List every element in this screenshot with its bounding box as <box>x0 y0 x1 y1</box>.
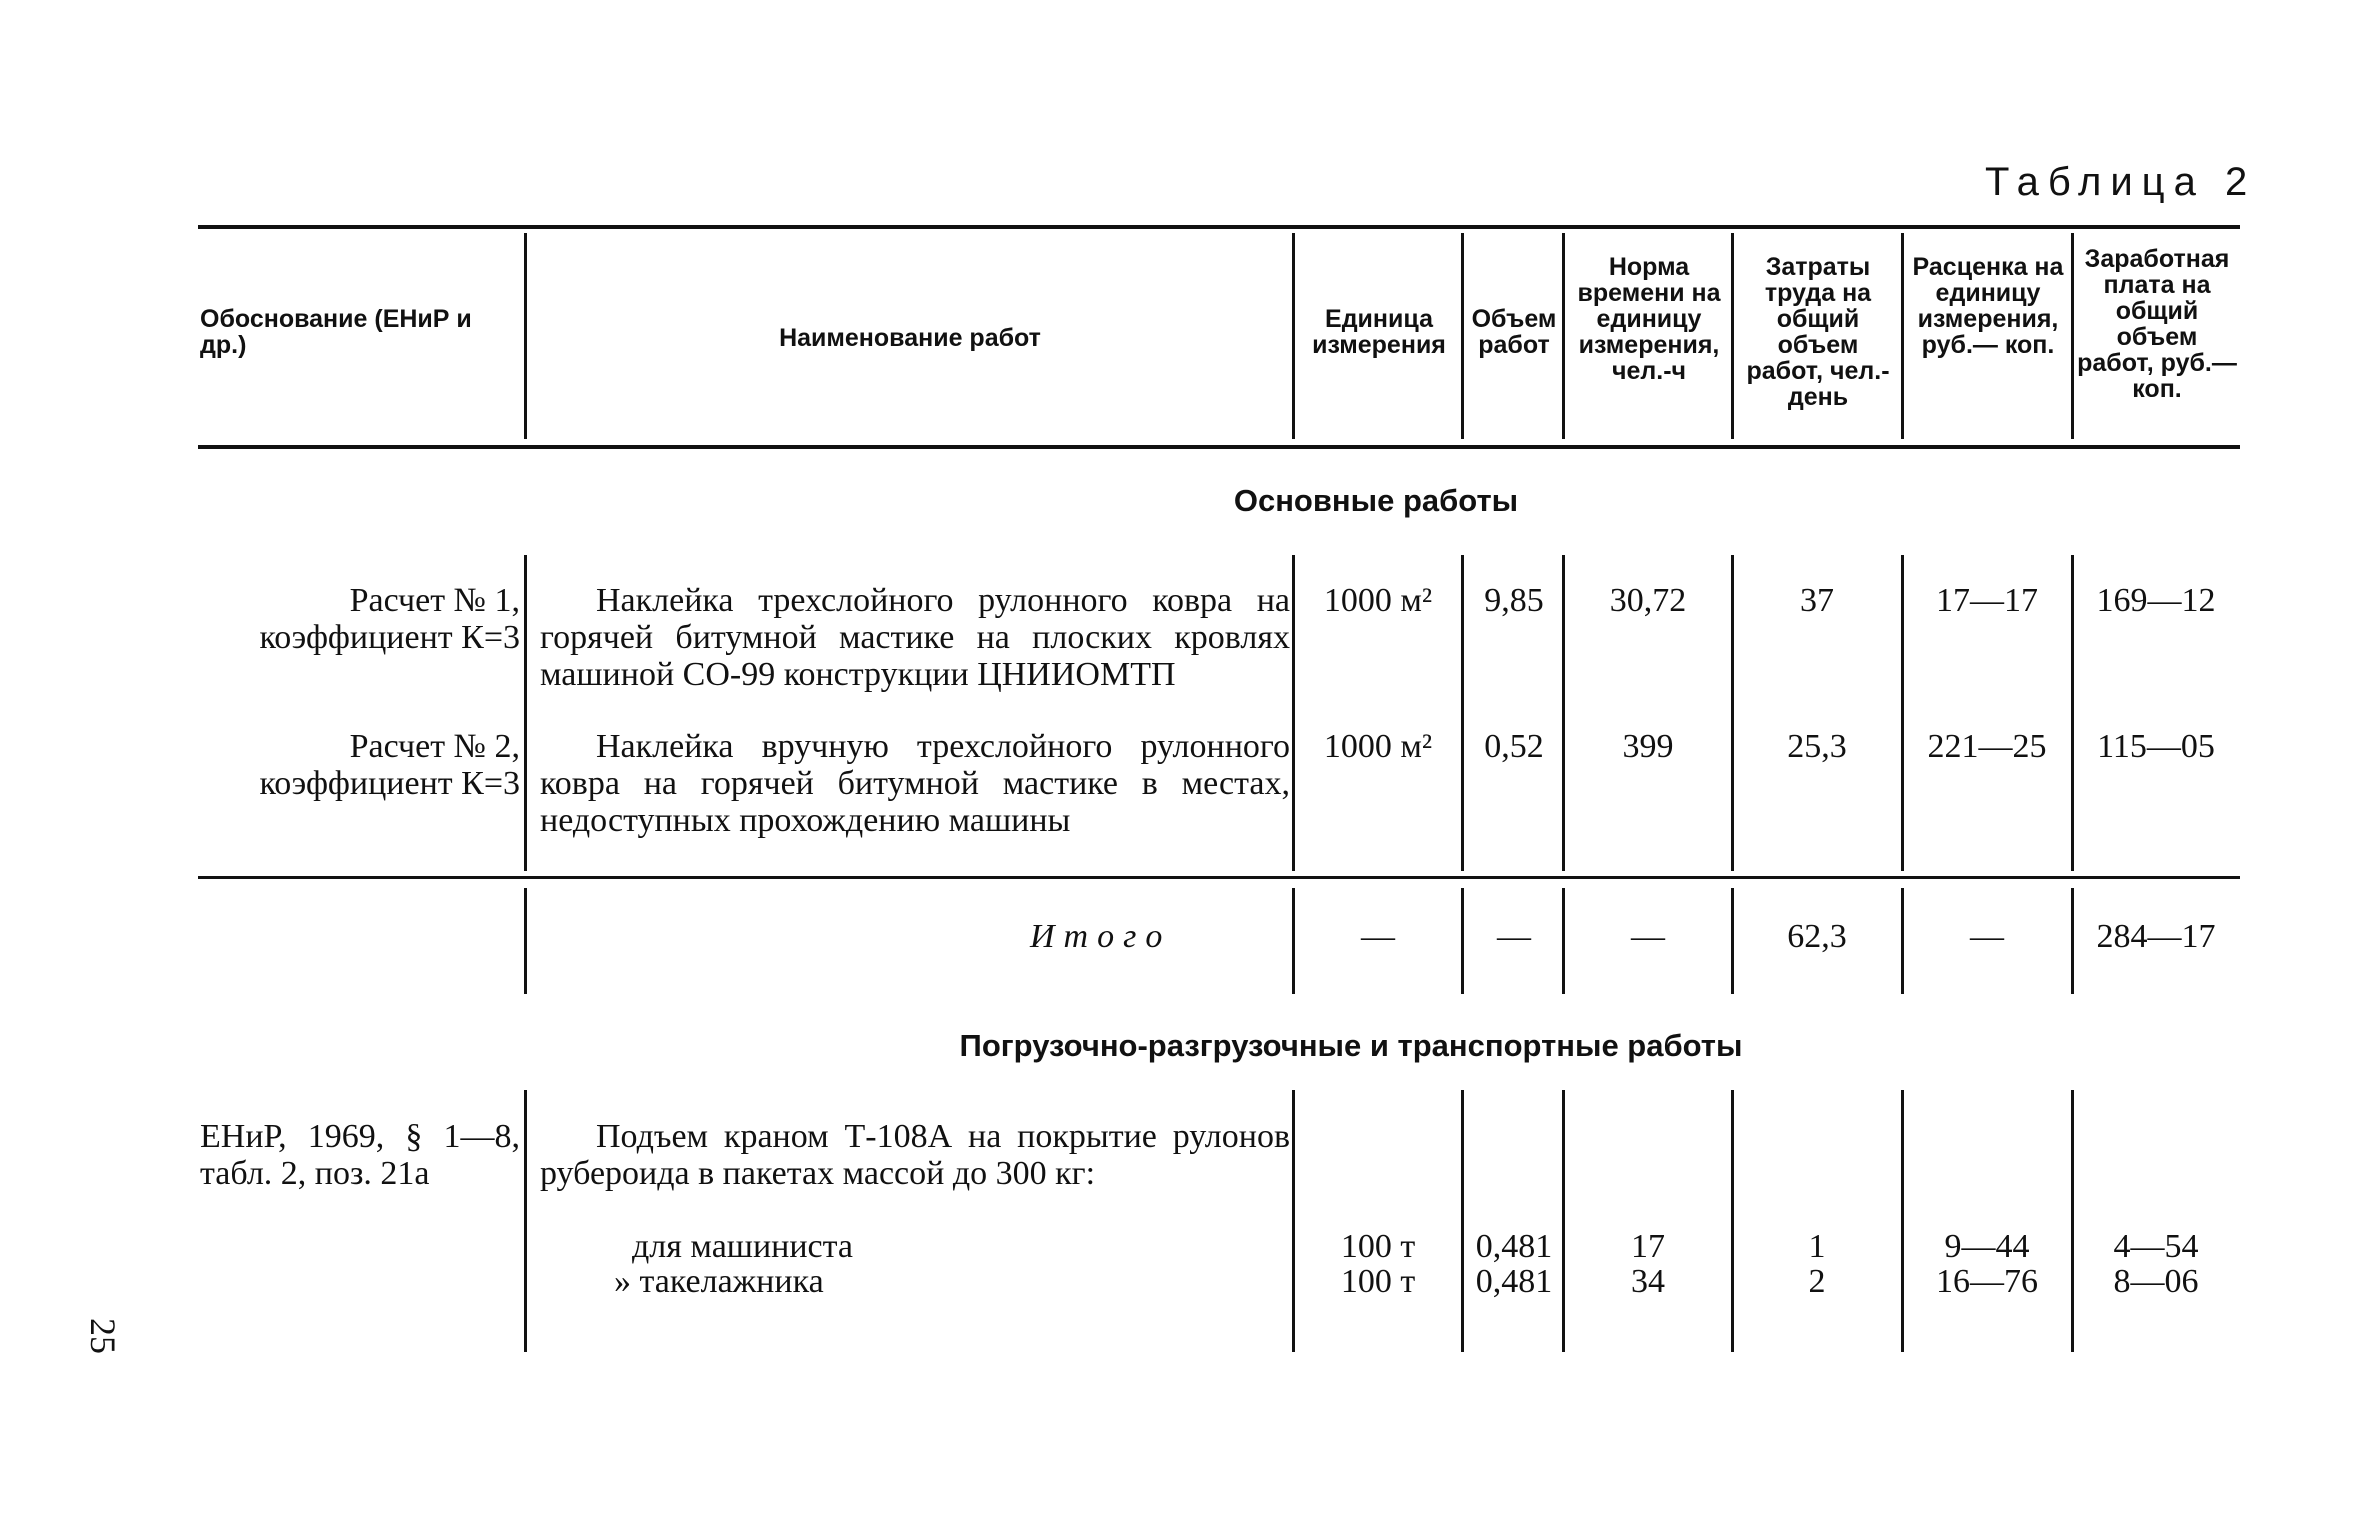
row1-labor: 37 <box>1800 582 1834 619</box>
body-divider <box>524 555 527 871</box>
row3-sub2-unit: 100 т <box>1340 1263 1416 1300</box>
row3-sub2-rate: 16—76 <box>1936 1263 2038 1300</box>
header-bottom-rule <box>198 445 2240 449</box>
row3-sub2-volume: 0,481 <box>1475 1263 1553 1300</box>
row1-unit: 1000 м² <box>1323 582 1433 619</box>
header-norm: Норма времени на единицу измерения, чел.-ч <box>1577 253 1721 385</box>
header-top-rule <box>198 225 2240 229</box>
row1-rate: 17—17 <box>1936 582 2038 619</box>
row3-basis: ЕНиР, 1969, § 1—8, табл. 2, поз. 21а <box>200 1118 520 1192</box>
total-volume: — <box>1497 918 1531 955</box>
body-divider <box>1292 1090 1295 1352</box>
header-divider <box>2071 233 2074 439</box>
total-labor: 62,3 <box>1787 918 1847 955</box>
total-divider <box>1461 888 1464 994</box>
row3-sub1-volume: 0,481 <box>1475 1228 1553 1265</box>
row3-sub2-labor: 2 <box>1808 1263 1826 1300</box>
page-number: 25 <box>83 1318 123 1354</box>
header-pay: Заработная плата на общий объем работ, руб.— коп. <box>2077 245 2237 403</box>
row2-labor: 25,3 <box>1787 728 1847 765</box>
header-divider <box>1292 233 1295 439</box>
body-divider <box>524 1090 527 1352</box>
header-rate: Расценка на единицу измерения, руб.— коп. <box>1912 253 2064 359</box>
row3-sub1-labor: 1 <box>1808 1228 1826 1265</box>
header-labor: Затраты труда на общий объем работ, чел.-день <box>1746 253 1890 411</box>
section-title-transport: Погрузочно-разгрузочные и транспортные работы <box>959 1028 1743 1063</box>
row3-sub2-label: » такелажника <box>614 1263 824 1300</box>
total-norm: — <box>1631 918 1665 955</box>
row1-volume: 9,85 <box>1484 582 1544 619</box>
section-title-main: Основные работы <box>1233 483 1519 518</box>
body-divider <box>1562 555 1565 871</box>
header-work-name: Наименование работ <box>779 324 1041 352</box>
total-divider <box>2071 888 2074 994</box>
row3-sub1-label: для машиниста <box>632 1228 853 1265</box>
body-divider <box>1562 1090 1565 1352</box>
body-divider <box>1731 1090 1734 1352</box>
total-rate: — <box>1970 918 2004 955</box>
body-divider <box>1901 555 1904 871</box>
row3-sub1-unit: 100 т <box>1340 1228 1416 1265</box>
row3-sub2-norm: 34 <box>1631 1263 1665 1300</box>
header-divider <box>1562 233 1565 439</box>
row2-pay: 115—05 <box>2097 728 2215 765</box>
row2-basis: Расчет № 2, коэффициент К=3 <box>259 728 520 802</box>
header-divider <box>1731 233 1734 439</box>
total-label: Итого <box>1030 918 1172 955</box>
body-divider <box>2071 1090 2074 1352</box>
row2-name: Наклейка вручную трехслойного рулонного ковра на горячей битумной мастике в местах, недоступных прохождению машины <box>540 728 1290 839</box>
row1-pay: 169—12 <box>2096 582 2216 619</box>
header-unit: Единица измерения <box>1312 305 1446 359</box>
row3-sub1-pay: 4—54 <box>2113 1228 2199 1265</box>
row1-norm: 30,72 <box>1609 582 1687 619</box>
row2-rate: 221—25 <box>1927 728 2047 765</box>
total-divider <box>524 888 527 994</box>
total-pay: 284—17 <box>2096 918 2216 955</box>
header-divider <box>524 233 527 439</box>
row3-sub1-rate: 9—44 <box>1944 1228 2030 1265</box>
row3-sub2-pay: 8—06 <box>2113 1263 2199 1300</box>
total-divider <box>1731 888 1734 994</box>
total-rule <box>198 876 2240 879</box>
header-basis: Обоснование (ЕНиР и др.) <box>200 305 472 359</box>
table-title: Таблица 2 <box>1985 160 2257 204</box>
row2-volume: 0,52 <box>1484 728 1544 765</box>
total-divider <box>1562 888 1565 994</box>
row2-unit: 1000 м² <box>1323 728 1433 765</box>
body-divider <box>1461 555 1464 871</box>
body-divider <box>1901 1090 1904 1352</box>
row2-norm: 399 <box>1622 728 1674 765</box>
row1-name: Наклейка трехслойного рулонного ковра на горячей битумной мастике на плоских кровлях машиной СО-99 конструкции ЦНИИОМТП <box>540 582 1290 693</box>
total-divider <box>1901 888 1904 994</box>
total-unit: — <box>1361 918 1395 955</box>
header-divider <box>1461 233 1464 439</box>
row3-name: Подъем краном Т-108А на покрытие рулонов рубероида в пакетах массой до 300 кг: <box>540 1118 1290 1192</box>
body-divider <box>1731 555 1734 871</box>
row1-basis: Расчет № 1, коэффициент К=3 <box>259 582 520 656</box>
body-divider <box>1461 1090 1464 1352</box>
header-volume: Объем работ <box>1471 305 1557 359</box>
body-divider <box>2071 555 2074 871</box>
row3-sub1-norm: 17 <box>1631 1228 1665 1265</box>
total-divider <box>1292 888 1295 994</box>
body-divider <box>1292 555 1295 871</box>
header-divider <box>1901 233 1904 439</box>
